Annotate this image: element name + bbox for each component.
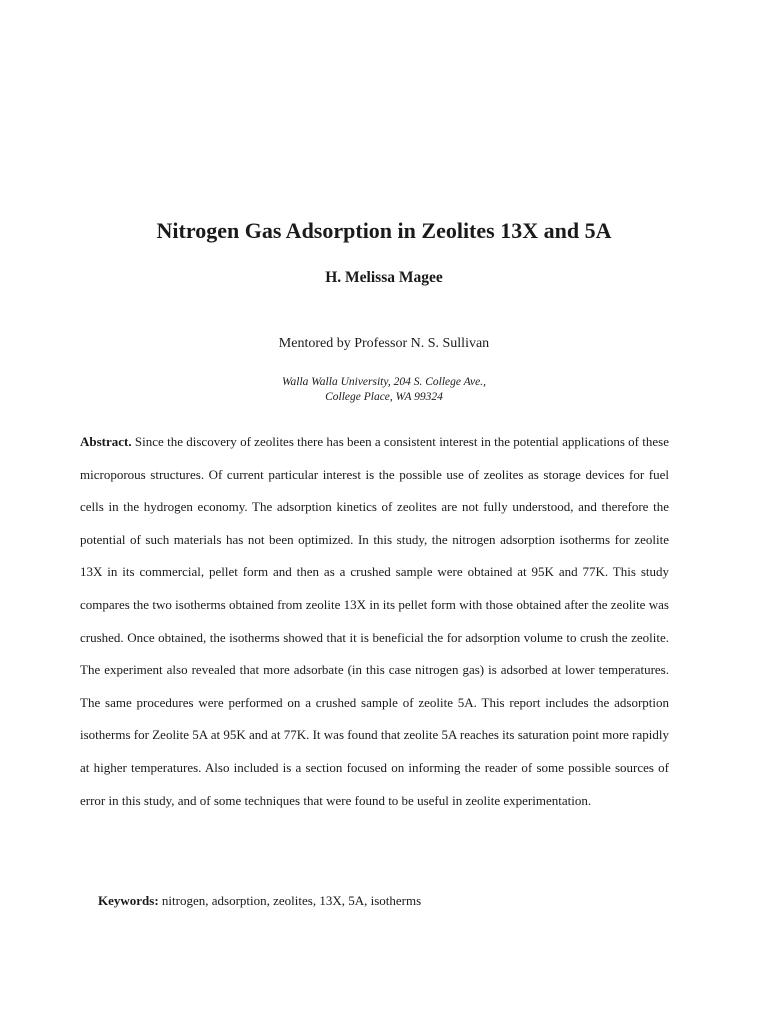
keywords-label: Keywords: xyxy=(98,893,159,908)
paper-title: Nitrogen Gas Adsorption in Zeolites 13X and 5A xyxy=(156,218,612,243)
mentor-line: Mentored by Professor N. S. Sullivan xyxy=(278,336,490,351)
abstract-text: Since the discovery of zeolites there has been a consistent interest in the potential applications of these microporous structures. Of current particular interest is the possible use of zeolites as storage devices for fuel cells in the hydrogen economy. The adsorption kinetics of zeolites are not fully understood, and therefore the potential of such materials has not been optimized. In this study, the nitrogen adsorption isotherms for zeolite 13X in its commercial, pellet form and then as a crushed sample were obtained at 95K and 77K. This study compares the two isotherms obtained from zeolite 13X in its pellet form with those obtained after the zeolite was crushed. Once obtained, the isotherms showed that it is beneficial the for adsorption volume to crush the zeolite. The experiment also revealed that more adsorbate (in this case nitrogen gas) is adsorbed at lower temperatures. The same procedures were performed on a crushed sample of zeolite 5A. This report includes the adsorption isotherms for Zeolite 5A at 95K and at 77K. It was found that zeolite 5A reaches its saturation point more rapidly at higher temperatures. Also included is a section focused on informing the reader of some possible sources of error in this study, and of some techniques that were found to be useful in zeolite experimentation. xyxy=(80,434,669,808)
affiliation-line-2: College Place, WA 99324 xyxy=(325,391,443,403)
abstract-label: Abstract. xyxy=(80,434,132,449)
keywords xyxy=(98,893,421,909)
author-name: H. Melissa Magee xyxy=(325,269,443,286)
affiliation xyxy=(0,375,768,405)
affiliation-line-1: Walla Walla University, 204 S. College Ave., xyxy=(281,376,486,388)
abstract xyxy=(80,426,669,817)
keywords-text: nitrogen, adsorption, zeolites, 13X, 5A, isotherms xyxy=(158,893,422,908)
